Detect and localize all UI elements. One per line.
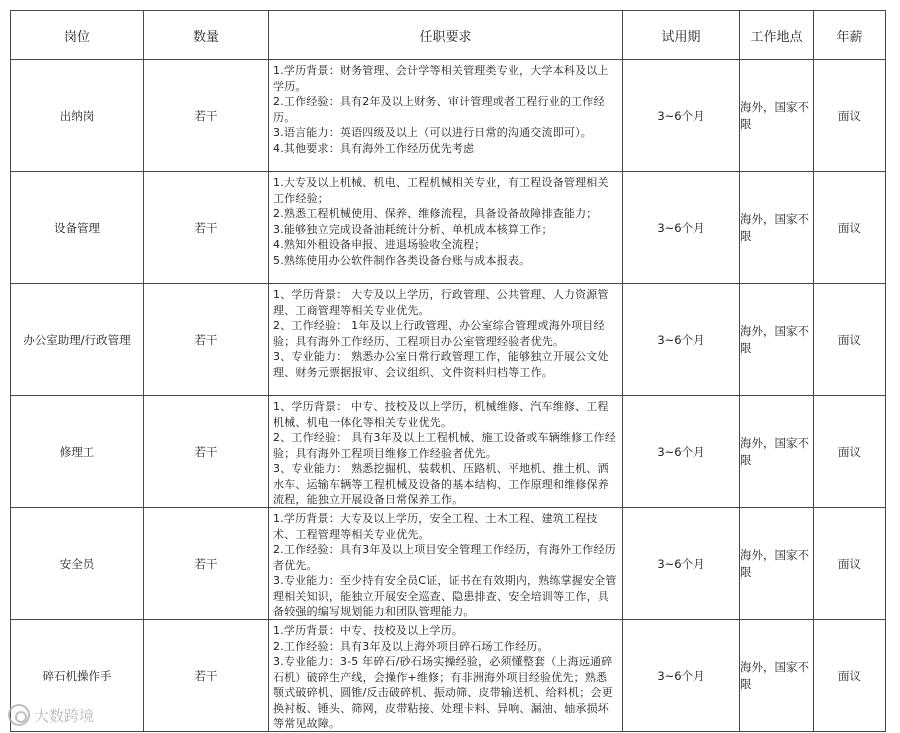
location-cell: 海外，国家不限	[740, 172, 814, 284]
header-position: 岗位	[11, 11, 144, 60]
salary-cell: 面议	[814, 284, 886, 396]
requirements-cell	[269, 172, 623, 284]
table-row	[11, 620, 886, 732]
requirements-text	[269, 172, 622, 283]
quantity-cell: 若干	[144, 396, 269, 508]
salary-cell: 面议	[814, 172, 886, 284]
requirement-line: 2.工作经验：具有2年及以上财务、审计管理或者工程行业的工作经历。	[273, 95, 605, 124]
probation-cell: 3~6个月	[623, 620, 740, 732]
requirement-line: 1.学历背景：大专及以上学历，安全工程、土木工程、建筑工程技术、工程管理等相关专业优先。	[273, 512, 598, 541]
requirement-line: 3、专业能力： 熟悉挖掘机、装载机、压路机、平地机、推土机、洒水车、运输车辆等工程机械及设备的基本结构、工作原理和维修保养流程，能独立开展设备日常保养工作。	[273, 462, 609, 506]
requirement-line: 1.学历背景：财务管理、会计学等相关管理类专业，大学本科及以上学历。	[273, 64, 609, 93]
position-cell: 碎石机操作手	[11, 620, 144, 732]
header-location: 工作地点	[740, 11, 814, 60]
position-cell: 修理工	[11, 396, 144, 508]
requirements-cell	[269, 60, 623, 172]
location-cell: 海外，国家不限	[740, 396, 814, 508]
header-quantity: 数量	[144, 11, 269, 60]
requirement-line: 3.能够独立完成设备油耗统计分析、单机成本核算工作；	[273, 222, 553, 236]
requirements-text	[269, 396, 622, 507]
location-cell: 海外，国家不限	[740, 620, 814, 732]
requirement-line: 1、学历背景： 中专、技校及以上学历，机械维修、汽车维修、工程机械、机电一体化等相关专业优先。	[273, 400, 609, 429]
quantity-cell: 若干	[144, 284, 269, 396]
requirement-line: 2.工作经验：具有3年及以上海外项目碎石场工作经历。	[273, 639, 549, 653]
requirements-text	[269, 60, 622, 171]
requirement-line: 2.熟悉工程机械使用、保养、维修流程，具备设备故障排查能力；	[273, 207, 598, 220]
requirement-line: 1、学历背景： 大专及以上学历，行政管理、公共管理、人力资源管理、工商管理等相关专业优先。	[273, 288, 609, 317]
position-cell: 出纳岗	[11, 60, 144, 172]
header-probation: 试用期	[623, 11, 740, 60]
location-cell: 海外，国家不限	[740, 60, 814, 172]
requirements-cell	[269, 508, 623, 620]
probation-cell: 3~6个月	[623, 508, 740, 620]
location-cell: 海外，国家不限	[740, 508, 814, 620]
requirements-cell	[269, 284, 623, 396]
requirement-line: 2、工作经验： 1年及以上行政管理、办公室综合管理或海外项目经验；具有海外工作经历、工程项目办公室管理经验者优先。	[273, 319, 605, 348]
salary-cell: 面议	[814, 508, 886, 620]
requirements-text	[269, 620, 622, 731]
table-row	[11, 396, 886, 508]
probation-cell: 3~6个月	[623, 284, 740, 396]
salary-cell: 面议	[814, 396, 886, 508]
requirement-line: 3.专业能力：至少持有安全员C证，证书在有效期内，熟练掌握安全管理相关知识，能独立开展安全巡查、隐患排查、安全培训等工作，具备较强的编写规划能力和团队管理能力。	[273, 574, 617, 618]
probation-cell: 3~6个月	[623, 60, 740, 172]
requirements-text	[269, 508, 622, 619]
table-row	[11, 172, 886, 284]
header-salary: 年薪	[814, 11, 886, 60]
quantity-cell: 若干	[144, 620, 269, 732]
position-cell: 安全员	[11, 508, 144, 620]
watermark-text: 大数跨境	[34, 706, 95, 725]
requirement-line: 1.大专及以上机械、机电、工程机械相关专业，有工程设备管理相关工作经验；	[273, 176, 609, 205]
requirements-text	[269, 284, 622, 395]
location-cell: 海外，国家不限	[740, 284, 814, 396]
header-requirements: 任职要求	[269, 11, 623, 60]
position-cell: 设备管理	[11, 172, 144, 284]
requirement-line: 3.语言能力：英语四级及以上（可以进行日常的沟通交流即可）。	[273, 126, 592, 139]
table-row	[11, 508, 886, 620]
job-rows	[11, 60, 886, 732]
quantity-cell: 若干	[144, 172, 269, 284]
salary-cell: 面议	[814, 620, 886, 732]
requirement-line: 3、专业能力： 熟悉办公室日常行政管理工作，能够独立开展公文处理、财务元票据报审、会议组织、文件资料归档等工作。	[273, 350, 609, 379]
requirements-cell	[269, 396, 623, 508]
table-row	[11, 284, 886, 396]
requirements-cell	[269, 620, 623, 732]
quantity-cell: 若干	[144, 508, 269, 620]
requirement-line: 2.工作经验：具有3年及以上项目安全管理工作经历，有海外工作经历者优先。	[273, 543, 616, 572]
watermark-logo-icon	[8, 704, 30, 726]
header-row	[11, 11, 886, 60]
requirement-line: 1.学历背景：中专、技校及以上学历。	[273, 624, 464, 637]
requirement-line: 3.专业能力：3-5 年碎石/砂石场实操经验，必须懂整套（上海远通碎石机）破碎生产线，会操作+维修；有非洲海外项目经验优先；熟悉颚式破碎机、圆锥/反击破碎机、振动筛、皮带输送机、给料机；会更换衬板、锤头、筛网，皮带粘接、处理卡料、异响、漏油、轴承损坏等常见故障。	[273, 655, 613, 730]
probation-cell: 3~6个月	[623, 396, 740, 508]
requirement-line: 2、工作经验： 具有3年及以上工程机械、施工设备或车辆维修工作经验；具有海外工程项目维修工作经验者优先。	[273, 431, 616, 460]
quantity-cell: 若干	[144, 60, 269, 172]
requirement-line: 4.熟知外租设备申报、进退场验收全流程；	[273, 238, 486, 251]
probation-cell: 3~6个月	[623, 172, 740, 284]
requirement-line: 4.其他要求：具有海外工作经历优先考虑	[273, 141, 475, 155]
position-cell: 办公室助理/行政管理	[11, 284, 144, 396]
job-listing-table	[10, 10, 886, 732]
watermark	[8, 704, 94, 726]
salary-cell: 面议	[814, 60, 886, 172]
table-row	[11, 60, 886, 172]
requirement-line: 5.熟练使用办公软件制作各类设备台账与成本报表。	[273, 253, 531, 267]
